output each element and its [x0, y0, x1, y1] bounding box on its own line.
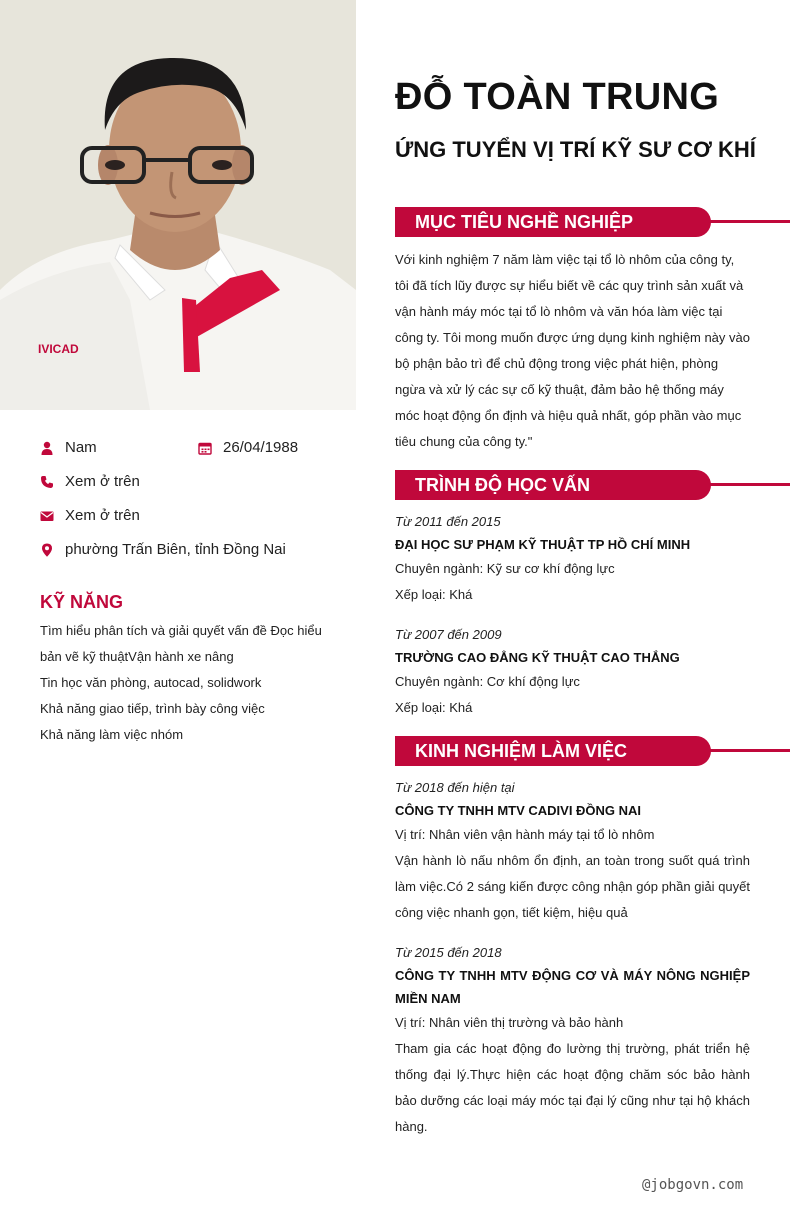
email-value: Xem ở trên [65, 507, 140, 524]
profile-photo [0, 0, 356, 410]
birthdate-row [198, 439, 298, 456]
mail-icon [40, 509, 54, 523]
gender-row [40, 439, 97, 456]
experience-company: CÔNG TY TNHH MTV CADIVI ĐỒNG NAI [395, 803, 642, 818]
person-icon [40, 441, 54, 455]
skill-item: Khả năng giao tiếp, trình bày công việc [40, 701, 265, 716]
address-value: phường Trấn Biên, tỉnh Đồng Nai [65, 541, 286, 558]
shirt-logo-text: IVICAD [38, 342, 79, 356]
skills-list [40, 618, 346, 748]
education-major: Chuyên ngành: Kỹ sư cơ khí động lực [395, 561, 615, 576]
footer-watermark: @jobgovn.com [642, 1177, 744, 1193]
skill-item: Tìm hiểu phân tích và giải quyết vấn đề Đọc hiểu bản vẽ kỹ thuậtVận hành xe nâng [40, 623, 322, 664]
experience-description: Vận hành lò nấu nhôm ổn định, an toàn trong suốt quá trình làm việc.Có 2 sáng kiến được công nhận góp phần giải quyết công việc nhanh gọn, tiết kiệm, hiệu quả [395, 853, 750, 920]
education-grade: Xếp loại: Khá [395, 700, 473, 715]
skill-item: Khả năng làm việc nhóm [40, 727, 184, 742]
birthdate-value: 26/04/1988 [223, 439, 299, 456]
education-section-header [395, 470, 790, 500]
education-grade: Xếp loại: Khá [395, 587, 473, 602]
objective-section-header [395, 207, 790, 237]
gender-value: Nam [65, 439, 97, 456]
skill-item: Tin học văn phòng, autocad, solidwork [40, 675, 262, 690]
education-period: Từ 2007 đến 2009 [395, 627, 502, 642]
phone-row [40, 473, 140, 490]
calendar-icon [198, 441, 212, 455]
phone-icon [40, 475, 54, 489]
address-row [40, 541, 286, 558]
skills-heading: KỸ NĂNG [40, 592, 124, 612]
email-row [40, 507, 140, 524]
left-column [0, 0, 356, 1205]
education-school: ĐẠI HỌC SƯ PHẠM KỸ THUẬT TP HỒ CHÍ MINH [395, 537, 691, 552]
education-period: Từ 2011 đến 2015 [395, 514, 501, 529]
experience-heading: KINH NGHIỆM LÀM VIỆC [415, 741, 628, 761]
phone-value: Xem ở trên [65, 473, 140, 490]
experience-section-header [395, 736, 790, 766]
education-school: TRƯỜNG CAO ĐẲNG KỸ THUẬT CAO THẮNG [395, 650, 680, 665]
education-major: Chuyên ngành: Cơ khí động lực [395, 674, 580, 689]
experience-period: Từ 2015 đến 2018 [395, 945, 502, 960]
applied-position: ỨNG TUYỂN VỊ TRÍ KỸ SƯ CƠ KHÍ [395, 137, 756, 162]
candidate-name: ĐỖ TOÀN TRUNG [395, 76, 720, 118]
education-heading: TRÌNH ĐỘ HỌC VẤN [415, 475, 590, 495]
experience-description: Tham gia các hoạt động đo lường thị trường, phát triển hệ thống đại lý.Thực hiện các hoạt động chăm sóc bảo hành bảo dưỡng các loại máy móc tại đại lý cũng như tại hộ khách hàng. [395, 1041, 750, 1134]
experience-company: CÔNG TY TNHH MTV ĐỘNG CƠ VÀ MÁY NÔNG NGHIỆP MIỀN NAM [395, 968, 750, 1006]
experience-period: Từ 2018 đến hiện tại [395, 780, 515, 795]
experience-role: Vị trí: Nhân viên thị trường và bảo hành [395, 1015, 624, 1030]
objective-text: Với kinh nghiệm 7 năm làm việc tại tổ lò nhôm của công ty, tôi đã tích lũy được sự hiểu biết về các quy trình sản xuất và vận hành máy móc tại tổ lò nhôm và văn hóa làm việc tại công ty. Tôi mong muốn được ứng dụng kinh nghiệm này vào bộ phận bảo trì để chủ động trong việc phát hiện, phòng ngừa và xử lý các sự cố kỹ thuật, đảm bảo hệ thống máy móc hoạt động ổn định và hiệu quả nhất, góp phần vào mục tiêu chung của công ty." [395, 252, 750, 449]
objective-heading: MỤC TIÊU NGHỀ NGHIỆP [415, 212, 634, 232]
location-icon [40, 543, 54, 557]
experience-role: Vị trí: Nhân viên vận hành máy tại tổ lò nhôm [395, 827, 655, 842]
